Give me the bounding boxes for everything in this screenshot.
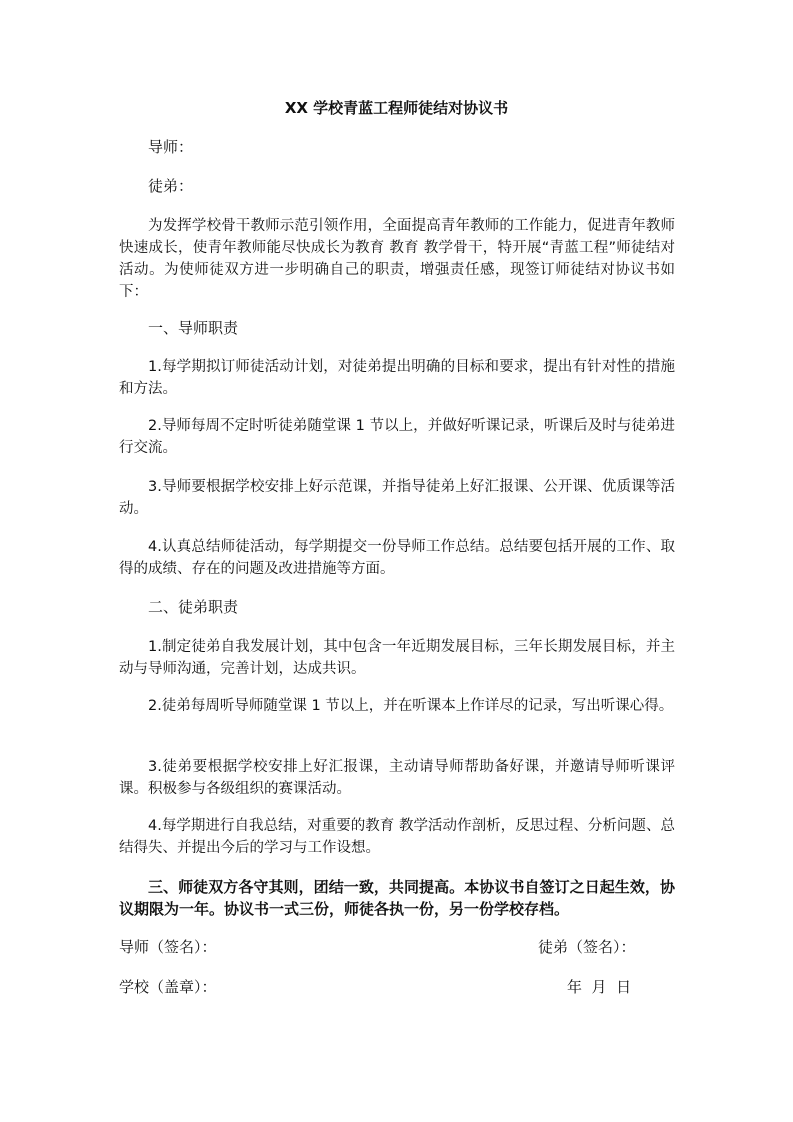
- mentor-duty-2: 2.导师每周不定时听徒弟随堂课 1 节以上，并做好听课记录，听课后及时与徒弟进行交流。: [119, 418, 675, 456]
- section1-heading: 一、导师职责: [148, 319, 239, 337]
- intro-paragraph: 为发挥学校骨干教师示范引领作用，全面提高青年教师的工作能力，促进青年教师快速成长，使青年教师能尽快成长为教育 教育 教学骨干，特开展“青蓝工程”师徒结对活动。为使师徒双方进一步明确自己的职责，增强责任感，现签订师徒结对协议书如下：: [119, 218, 675, 300]
- apprentice-duty-4: 4.每学期进行自我总结，对重要的教育 教学活动作剖析，反思过程、分析问题、总结得失、并提出今后的学习与工作设想。: [119, 818, 675, 856]
- date-label: 年 月 日: [567, 978, 632, 996]
- apprentice-signature-label: 徒弟（签名）：: [538, 938, 636, 956]
- apprentice-duty-3: 3.徒弟要根据学校安排上好汇报课，主动请导师帮助备好课，并邀请导师听课评课。积极参与各级组织的赛课活动。: [119, 759, 675, 797]
- mentor-signature-label: 导师（签名）：: [119, 938, 217, 956]
- mentor-duty-1: 1.每学期拟订师徒活动计划，对徒弟提出明确的目标和要求，提出有针对性的措施和方法。: [119, 359, 675, 397]
- apprentice-duty-1: 1.制定徒弟自我发展计划，其中包含一年近期发展目标，三年长期发展目标，并主动与导师沟通，完善计划，达成共识。: [119, 639, 675, 677]
- mentor-duty-4: 4.认真总结师徒活动，每学期提交一份导师工作总结。总结要包括开展的工作、取得的成绩、存在的问题及改进措施等方面。: [119, 539, 675, 577]
- apprentice-field: 徒弟：: [148, 177, 194, 195]
- apprentice-duty-2: 2.徒弟每周听导师随堂课 1 节以上，并在听课本上作详尽的记录，写出听课心得。: [148, 698, 674, 714]
- mentor-duty-3: 3.导师要根据学校安排上好示范课，并指导徒弟上好汇报课、公开课、优质课等活动。: [119, 479, 675, 517]
- document-title: XX 学校青蓝工程师徒结对协议书: [284, 99, 509, 117]
- school-seal-label: 学校（盖章）：: [119, 978, 217, 996]
- section2-heading: 二、徒弟职责: [148, 598, 239, 616]
- mentor-field: 导师：: [148, 138, 194, 156]
- section3-paragraph: 三、师徒双方各守其则，团结一致，共同提高。本协议书自签订之日起生效，协议期限为一年。协议书一式三份，师徒各执一份，另一份学校存档。: [119, 878, 675, 918]
